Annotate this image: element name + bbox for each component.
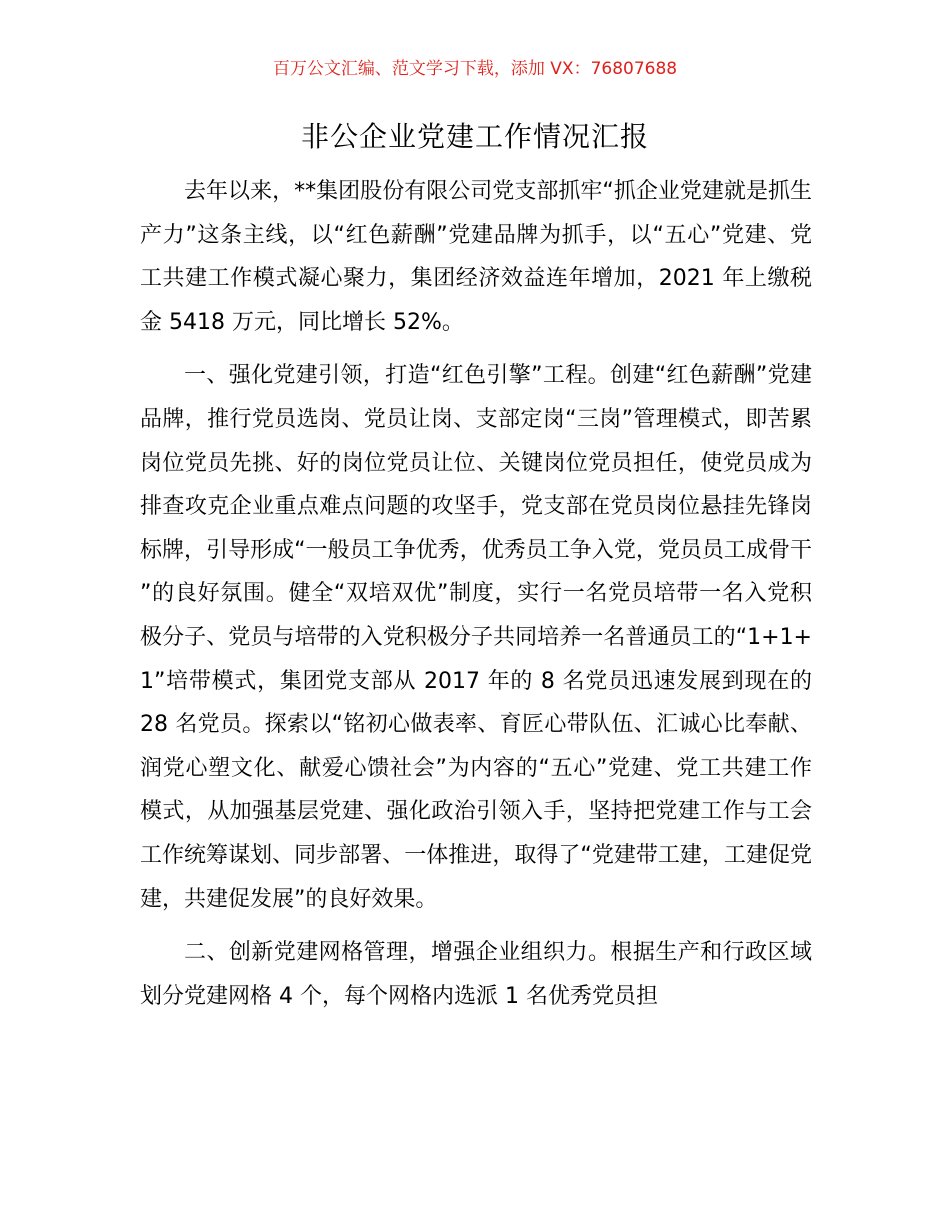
body-paragraph: 一、强化党建引领，打造“红色引擎”工程。创建“红色薪酬”党建品牌，推行党员选岗、党员让岗、支部定岗“三岗”管理模式，即苦累岗位党员先挑、好的岗位党员让位、关键岗位党员担任，使党员成为排查攻克企业重点难点问题的攻坚手，党支部在党员岗位悬挂先锋岗标牌，引导形成“一般员工争优秀，优秀员工争入党，党员员工成骨干”的良好氛围。健全“双培双优”制度，实行一名党员培带一名入党积极分子、党员与培带的入党积极分子共同培养一名普通员工的“1+1+1”培带模式，集团党支部从 2017 年的 8 名党员迅速发展到现在的 28 名党员。探索以“铭初心做表率、育匠心带队伍、汇诚心比奉献、润党心塑文化、献爱心馈社会”为内容的“五心”党建、党工共建工作模式，从加强基层党建、强化政治引领入手，坚持把党建工作与工会工作统筹谋划、同步部署、一体推进，取得了“党建带工建，工建促党建，共建促发展”的良好效果。 xyxy=(140,363,812,912)
watermark-banner: 百万公文汇编、范文学习下载，添加 VX：76807688 xyxy=(272,59,678,79)
document-body xyxy=(140,170,812,1018)
body-paragraph: 去年以来，**集团股份有限公司党支部抓牢“抓企业党建就是抓生产力”这条主线，以“红色薪酬”党建品牌为抓手，以“五心”党建、党工共建工作模式凝心聚力，集团经济效益连年增加，2021 年上缴税金 5418 万元，同比增长 52%。 xyxy=(140,179,812,335)
document-title: 非公企业党建工作情况汇报 xyxy=(300,120,649,153)
body-paragraph: 二、创新党建网格管理，增强企业组织力。根据生产和行政区域划分党建网格 4 个，每个网格内选派 1 名优秀党员担 xyxy=(140,940,812,1009)
